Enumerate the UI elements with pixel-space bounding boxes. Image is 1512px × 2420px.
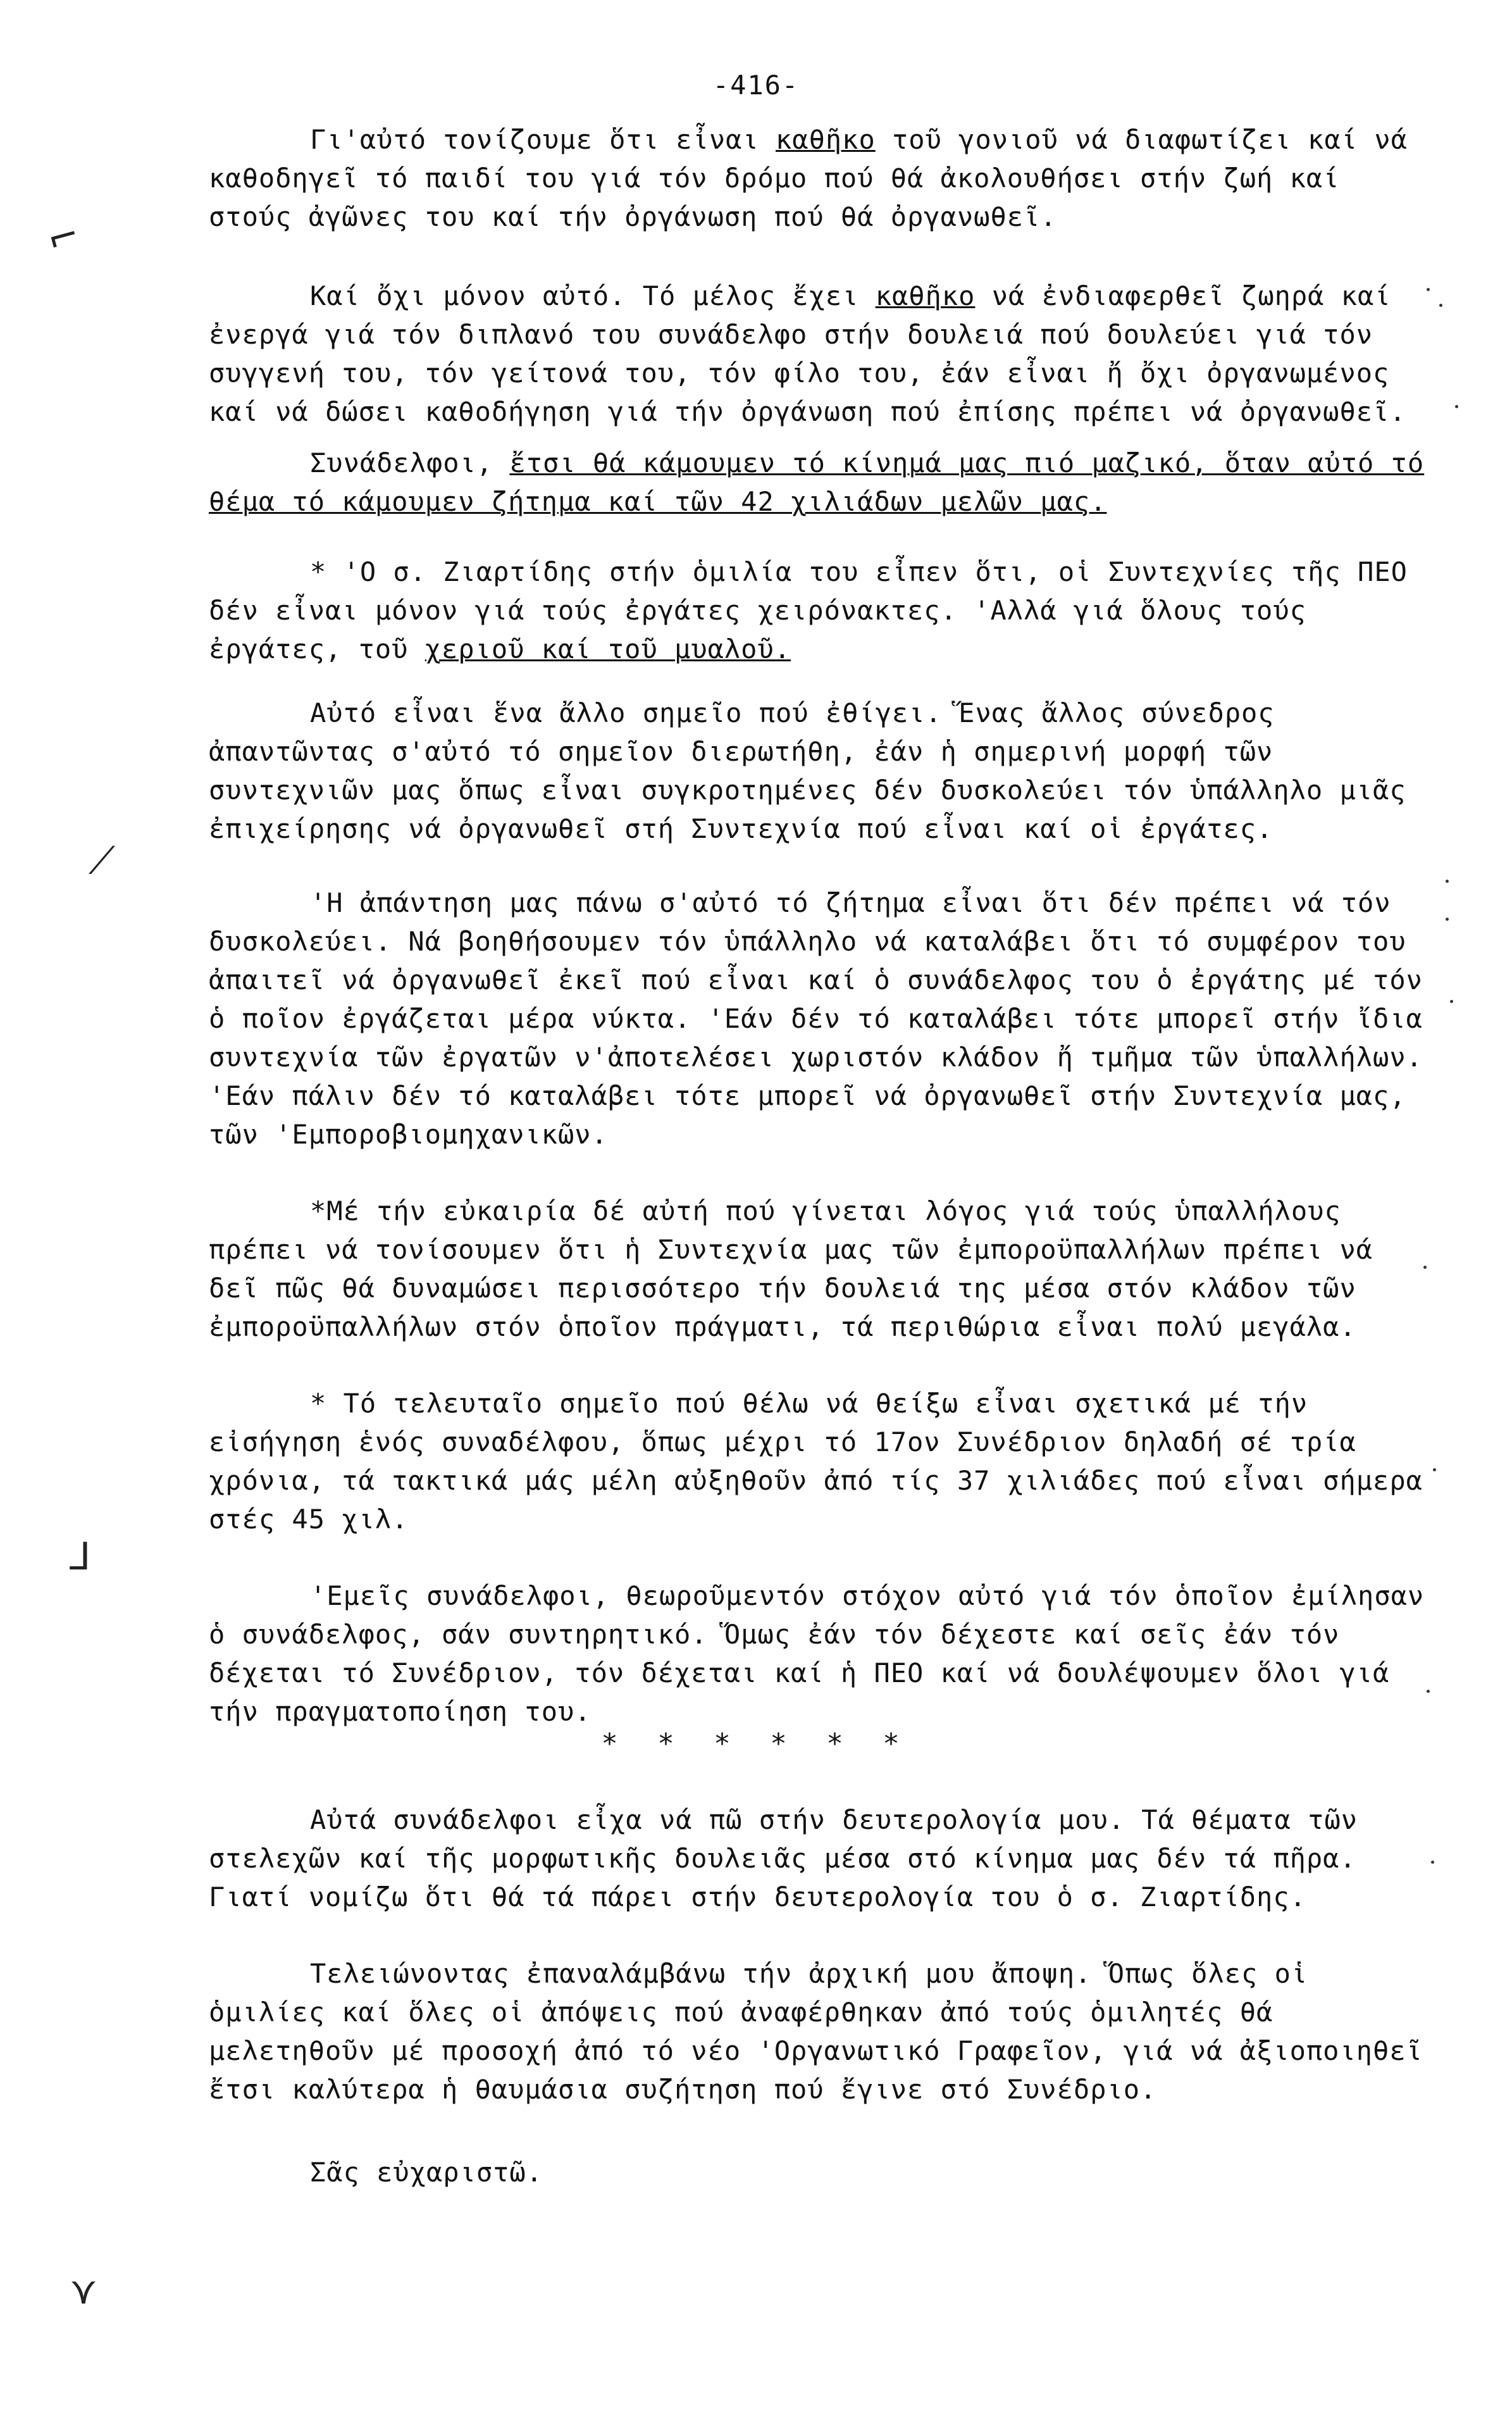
- page-number: -416-: [712, 70, 800, 101]
- paragraph: [209, 1800, 1430, 1916]
- text-run: νά ἐνδιαφερθεῖ ζωηρά καί ἐνεργά γιά τόν διπλανό του συνάδελφο στήν δουλειά πού δουλεύει γιά τόν συγγενή του, τόν γείτονά του, τόν φίλο του, ἐάν εἶναι ἤ ὄχι ὀργανωμένος καί νά δώσει καθοδήγηση γιά τήν ὀργάνωση πού ἐπίσης πρέπει νά ὀργανωθεῖ.: [209, 280, 1406, 427]
- text-run: Γι'αὐτό τονίζουμε ὅτι εἶναι: [310, 124, 776, 155]
- scan-speck: [1423, 1266, 1427, 1269]
- paragraph: [209, 1954, 1430, 2109]
- underlined-text: χεριοῦ καί τοῦ μυαλοῦ.: [424, 633, 791, 664]
- paragraph: [209, 1384, 1430, 1538]
- margin-pencil-mark: ⅃: [70, 1535, 91, 1579]
- text-run: Αὐτό εἶναι ἕνα ἄλλο σημεῖο πού ἐθίγει. Ἕνας ἄλλος σύνεδρος ἀπαντῶντας σ'αὐτό τό σημεῖον διερωτήθη, ἐάν ἡ σημερινή μορφή τῶν συντεχνιῶν μας ὅπως εἶναι συγκροτημένες δέν δυσκολεύει τόν ὑπάλληλο μιᾶς ἐπιχείρησης νά ὀργανωθεῖ στή Συντεχνία πού εἶναι καί οἱ ἐργάτες.: [209, 697, 1406, 844]
- scan-speck: [1427, 1690, 1430, 1693]
- underlined-text: καθῆκο: [776, 124, 876, 155]
- text-run: 'Εμεῖς συνάδελφοι, θεωροῦμεντόν στόχον αὐτό γιά τόν ὁποῖον ἐμίλησαν ὁ συνάδελφος, σάν συντηρητικό. Ὅμως ἐάν τόν δέχεστε καί σεῖς ἐάν τόν δέχεται τό Συνέδριον, τόν δέχεται καί ἡ ΠΕΟ καί νά δουλέψουμεν ὅλοι γιά τήν πραγματοποίηση του.: [209, 1580, 1425, 1727]
- underlined-text: καθῆκο: [875, 280, 976, 311]
- paragraph: [209, 1576, 1430, 1731]
- text-run: Σᾶς εὐχαριστῶ.: [310, 2157, 543, 2188]
- underlined-text: ἔτσι θά κάμουμεν τό κίνημά μας πιό μαζικό, ὅταν αὐτό τό θέμα τό κάμουμεν ζήτημα καί τῶν 42 χιλιάδων μελῶν μας.: [209, 447, 1425, 517]
- scan-speck: [1446, 880, 1449, 883]
- text-run: 'Η ἀπάντηση μας πάνω σ'αὐτό τό ζήτημα εἶναι ὅτι δέν πρέπει νά τόν δυσκολεύει. Νά βοηθήσουμεν τόν ὑπάλληλο νά καταλάβει ὅτι τό συμφέρον του ἀπαιτεῖ νά ὀργανωθεῖ ἐκεῖ πού εἶναι καί ὁ συνάδελφος του ὁ ἐργάτης μέ τόν ὁ ποῖον ἐργάζεται μέρα νύκτα. 'Εάν δέν τό καταλάβει τότε μπορεῖ στήν ἴδια συντεχνία τῶν ἐργατῶν ν'ἀποτελέσει χωριστόν κλάδον ἤ τμῆμα τῶν ὑπαλλήλων. 'Εάν πάλιν δέν τό καταλάβει τότε μπορεῖ νά ὀργανωθεῖ στήν Συντεχνία μας, τῶν 'Εμποροβιομηχανικῶν.: [209, 887, 1423, 1150]
- text-body-lower: [209, 1800, 1430, 2192]
- text-run: Καί ὄχι μόνον αὐτό. Τό μέλος ἔχει: [310, 280, 876, 311]
- paragraph: [209, 552, 1430, 668]
- paragraph: [209, 2153, 1430, 2192]
- text-run: * Τό τελευταῖο σημεῖο πού θέλω νά θείξω εἶναι σχετικά μέ τήν εἰσήγηση ἑνός συναδέλφου, ὅπως μέχρι τό 17ον Συνέδριον δηλαδή σέ τρία χρόνια, τά τακτικά μάς μέλη αὐξηθοῦν ἀπό τίς 37 χιλιάδες πού εἶναι σήμερα στές 45 χιλ.: [209, 1388, 1423, 1535]
- scan-speck: [1431, 1861, 1434, 1864]
- text-run: *Μέ τήν εὐκαιρία δέ αὐτή πού γίνεται λόγος γιά τούς ὑπαλλήλους πρέπει νά τονίσουμεν ὅτι ἡ Συντεχνία μας τῶν ἐμποροϋπαλλήλων πρέπει νά δεῖ πῶς θά δυναμώσει περισσότερο τήν δουλειά της μέσα στόν κλάδον τῶν ἐμποροϋπαλλήλων στόν ὁποῖον πράγματι, τά περιθώρια εἶναι πολύ μεγάλα.: [209, 1195, 1373, 1342]
- paragraph: [209, 277, 1430, 431]
- paragraph: [209, 694, 1430, 848]
- scan-speck: [1427, 288, 1430, 291]
- paragraph: [209, 120, 1430, 236]
- text-run: * 'Ο σ. Ζιαρτίδης στήν ὁμιλία του εἶπεν ὅτι, οἱ Συντεχνίες τῆς ΠΕΟ δέν εἶναι μόνον γιά τούς ἐργάτες χειρόνακτες. 'Αλλά γιά ὅλους τούς ἐργάτες, τοῦ: [209, 556, 1408, 664]
- section-separator: * * * * * *: [601, 1728, 911, 1760]
- scan-speck: [1439, 304, 1442, 307]
- text-body-upper: [209, 120, 1430, 1731]
- text-run: Συνάδελφοι,: [310, 447, 510, 478]
- text-run: Αὐτά συνάδελφοι εἶχα νά πῶ στήν δευτερολογία μου. Τά θέματα τῶν στελεχῶν καί τῆς μορφωτικῆς δουλειᾶς μέσα στό κίνημα μας δέν τά πῆρα. Γιατί νομίζω ὅτι θά τά πάρει στήν δευτερολογία του ὁ σ. Ζιαρτίδης.: [209, 1804, 1358, 1912]
- paragraph: [209, 444, 1430, 521]
- scan-speck: [1446, 918, 1449, 921]
- scan-speck: [1433, 1468, 1436, 1471]
- text-run: Τελειώνοντας ἐπαναλάμβάνω τήν ἀρχική μου ἄποψη. Ὅπως ὅλες οἱ ὁμιλίες καί ὅλες οἱ ἀπόψεις πού ἀναφέρθηκαν ἀπό τούς ὁμιλητές θά μελετηθοῦν μέ προσοχή ἀπό τό νέο 'Οργανωτικό Γραφεῖον, γιά νά ἀξιοποιηθεῖ ἔτσι καλύτερα ἡ θαυμάσια συζήτηση πού ἔγινε στό Συνέδριο.: [209, 1958, 1423, 2105]
- margin-pencil-mark: ⋎: [70, 2269, 97, 2313]
- paragraph: [209, 1192, 1430, 1346]
- text-run: τοῦ γονιοῦ νά διαφωτίζει καί νά καθοδηγεῖ τό παιδί του γιά τόν δρόμο πού θά ἀκολουθήσει στήν ζωή καί στούς ἀγῶνες του καί τήν ὀργάνωση πού θά ὀργανωθεῖ.: [209, 124, 1408, 232]
- scan-speck: [1455, 405, 1458, 408]
- scan-speck: [1450, 1000, 1453, 1003]
- margin-pencil-mark: ⌐: [42, 211, 85, 263]
- margin-pencil-mark: ⟋: [89, 839, 115, 883]
- paragraph: [209, 883, 1430, 1154]
